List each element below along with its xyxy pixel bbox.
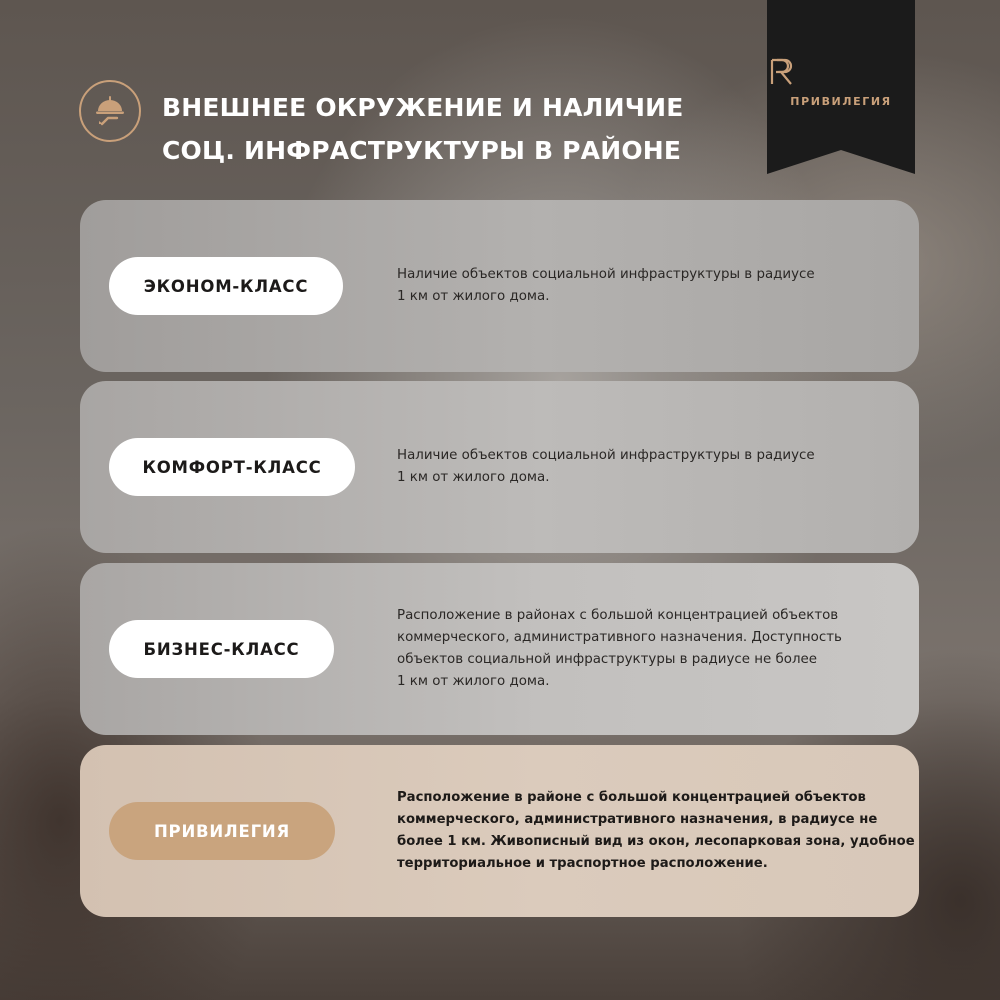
class-label-business: БИЗНЕС-КЛАСС	[109, 620, 334, 678]
description-line: Расположение в районе с большой концентрацией объектов	[397, 790, 866, 805]
class-description-business	[397, 605, 897, 693]
class-card-econom	[80, 200, 919, 372]
class-description-comfort	[397, 445, 897, 489]
description-line: Наличие объектов социальной инфраструктуры в радиусе	[397, 267, 815, 282]
description-line: более 1 км. Живописный вид из окон, лесопарковая зона, удобное	[397, 834, 915, 849]
class-description-econom	[397, 264, 897, 308]
page-title-line-1: ВНЕШНЕЕ ОКРУЖЕНИЕ И НАЛИЧИЕ	[162, 93, 684, 122]
class-card-business	[80, 563, 919, 735]
class-card-privilegia	[80, 745, 919, 917]
brand-logo-banner	[767, 0, 915, 174]
description-line: Расположение в районах с большой концентрацией объектов	[397, 608, 839, 623]
banner-shape	[767, 0, 915, 174]
class-description-privilegia	[397, 787, 915, 875]
description-line: 1 км от жилого дома.	[397, 674, 550, 689]
class-label-econom: ЭКОНОМ-КЛАСС	[109, 257, 343, 315]
page-title-line-2: СОЦ. ИНФРАСТРУКТУРЫ В РАЙОНЕ	[162, 136, 682, 165]
description-line: территориальное и траспортное расположение.	[397, 856, 768, 871]
class-label-comfort: КОМФОРТ-КЛАСС	[109, 438, 355, 496]
description-line: 1 км от жилого дома.	[397, 470, 550, 485]
description-line: объектов социальной инфраструктуры в радиусе не более	[397, 652, 817, 667]
description-line: коммерческого, административного назначения. Доступность	[397, 630, 842, 645]
description-line: коммерческого, административного назначения, в радиусе не	[397, 812, 878, 827]
logo-wordmark: ПРИВИЛЕГИЯ	[790, 95, 892, 108]
page-title	[162, 86, 742, 172]
class-label-privilegia: ПРИВИЛЕГИЯ	[109, 802, 335, 860]
description-line: Наличие объектов социальной инфраструктуры в радиусе	[397, 448, 815, 463]
header-icon-circle	[79, 80, 141, 142]
cloche-serving-icon	[90, 91, 130, 131]
description-line: 1 км от жилого дома.	[397, 289, 550, 304]
class-card-comfort	[80, 381, 919, 553]
